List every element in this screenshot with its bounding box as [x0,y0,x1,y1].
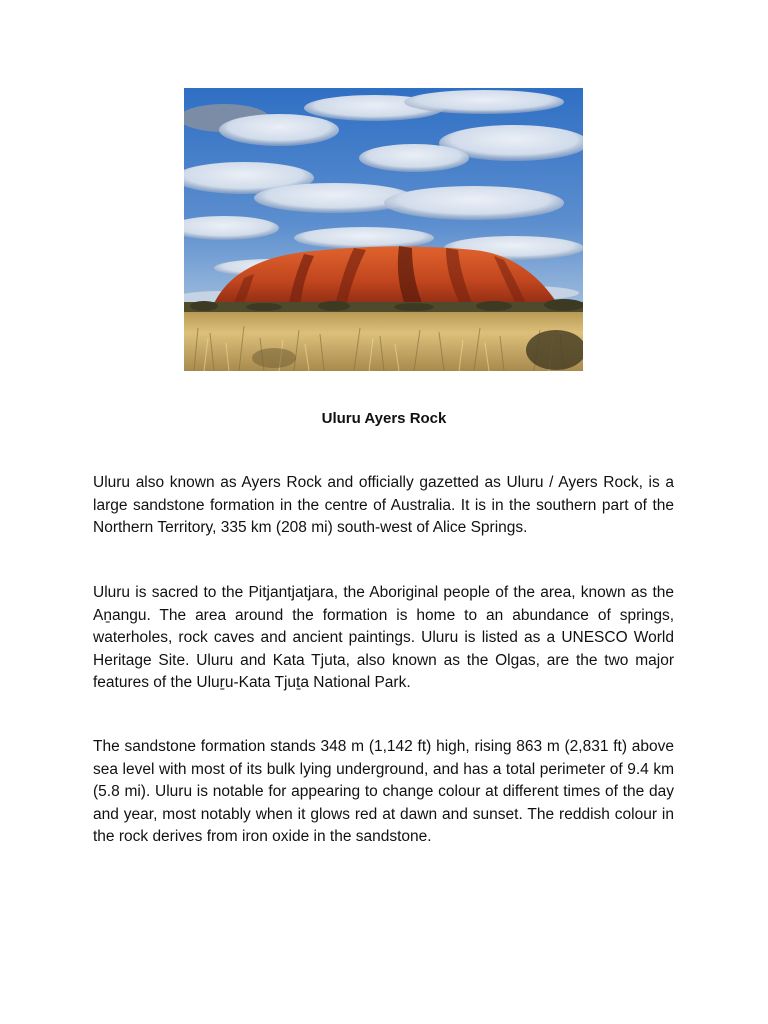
paragraph-3: The sandstone formation stands 348 m (1,142 ft) high, rising 863 m (2,831 ft) above sea level with most of its bulk lying underground, and has a total perimeter of 9.4 km (5.8 mi). Uluru is notable for appearing to change colour at different times of the day and year, most notably when it glows red at dawn and sunset. The reddish colour in the rock derives from iron oxide in the sandstone. [93,738,674,845]
paragraph-1: Uluru also known as Ayers Rock and officially gazetted as Uluru / Ayers Rock, is a large sandstone formation in the centre of Australia. It is in the southern part of the Northern Territory, 335 km (208 mi) south-west of Alice Springs. [93,474,674,536]
uluru-photo [184,88,583,371]
paragraph-2: Uluru is sacred to the Pitjantjatjara, the Aboriginal people of the area, known as the Aṉangu. The area around the formation is home to an abundance of springs, waterholes, rock caves and ancient paintings. Uluru is listed as a UNESCO World Heritage Site. Uluru and Kata Tjuta, also known as the Olgas, are the two major features of the Uluṟu-Kata Tjuṯa National Park. [93,584,674,691]
uluru-photo-image [184,88,583,371]
document-title: Uluru Ayers Rock [321,410,447,427]
